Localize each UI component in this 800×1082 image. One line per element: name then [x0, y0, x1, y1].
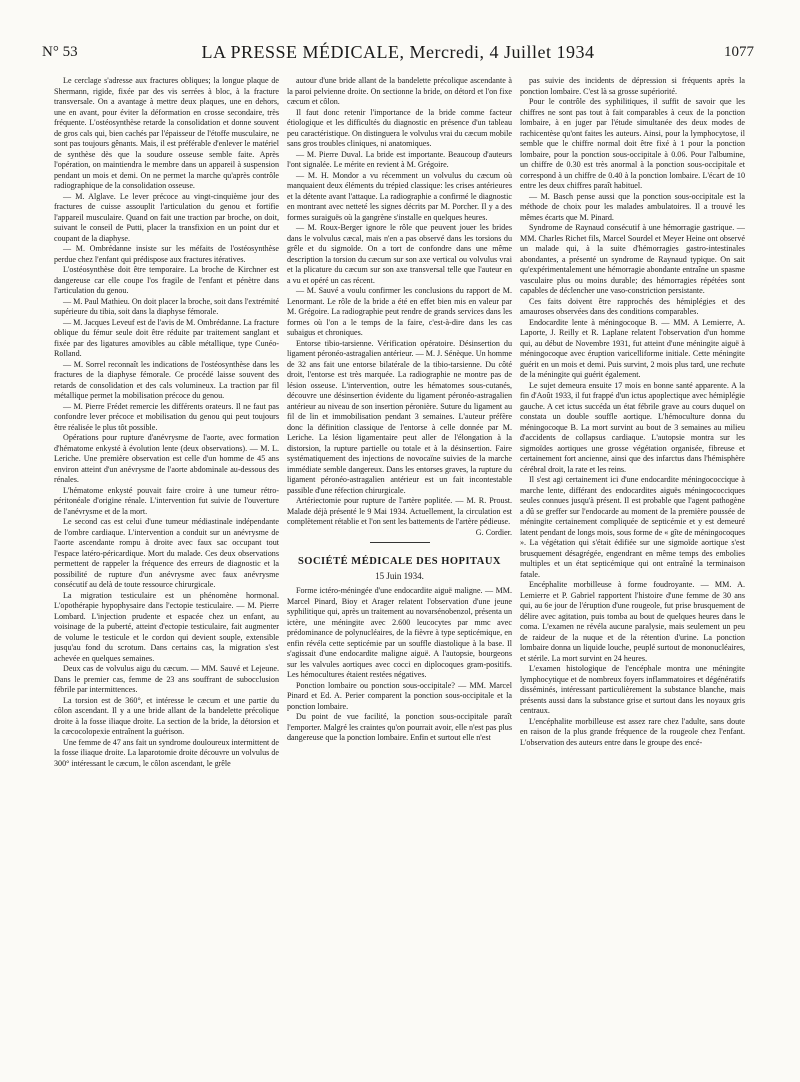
- section-heading: SOCIÉTÉ MÉDICALE DES HOPITAUX: [297, 556, 502, 567]
- paragraph: La migration testiculaire est un phénomène hormonal. L'opothérapie hypophysaire dans l'ectopie testiculaire. — M. Pierre Lombard. L'injection prudente et espacée chez un enfant, au voisinage de la puberté, atteint d'ectopie testiculaire, fait augmenter de volume le testicule et le cordon qui devient souple, extensible jusqu'au fond du scrotum. Dans certains cas, la migration s'est achevée en quelques semaines.: [54, 590, 279, 663]
- paragraph: Endocardite lente à méningocoque B. — MM. A Lemierre, A. Laporte, J. Reilly et R. Laplane relatent l'observation d'un homme qui, au début de Novembre 1931, fut atteint d'une méningite aiguë à méningocoque avec éruption varicelliforme initiale. Cette méningite guérit en un mois et demi. Puis survint, 2 mois plus tard, une rechute de la méningite qui guérit également.: [520, 317, 745, 379]
- paragraph: Opérations pour rupture d'anévrysme de l'aorte, avec formation d'hématome enkysté à évolution lente (deux observations). — M. L. Leriche. Une première observation est celle d'un homme de 45 ans environ atteint d'un anévrysme de l'aorte abdominale au-dessous des rénales.: [54, 433, 279, 484]
- paragraph: pas suivie des incidents de dépression si fréquents après la ponction lombaire. C'est là sa grosse supériorité.: [520, 76, 745, 96]
- column-middle: [287, 76, 512, 1066]
- paragraph: Le second cas est celui d'une tumeur médiastinale indépendante de l'ombre cardiaque. L'intervention a conduit sur un anévrysme de l'aorte ascendante rompu à droite avec faux sac occupant tout l'espace latéro-péricardique. Mort du malade. Ces deux observations permettent de rappeler la fréquence des erreurs de diagnostic et la possibilité de rupture d'un anévrysme avec faux anévrysme consécutif au delà de toute ressource chirurgicale.: [54, 517, 279, 589]
- paragraph: Il s'est agi certainement ici d'une endocardite méningococcique à marche lente, différant des endocardites aiguës méningococciques seules connues jusqu'à présent. Il est probable que l'agent pathogène a dû se greffer sur l'endocarde au moment de la première poussée de méningite certainement compliquée de septicémie et y est demeuré latent pendant de longs mois, sous forme de « gîte de méningocoques ». La végétation qui s'était édifiée sur une sigmoïde aortique s'est brusquement désagrégée, engendrant en même temps des embolies multiples et un état septicémique qui ont entraîné la terminaison fatale.: [520, 475, 745, 579]
- paragraph: — M. Basch pense aussi que la ponction sous-occipitale est la méthode de choix pour les malades ambulatoires. Il a trouvé les mêmes écarts que M. Pinard.: [520, 191, 745, 222]
- paragraph: L'encéphalite morbilleuse est assez rare chez l'adulte, sans doute en raison de la plus grande fréquence de la rougeole chez l'enfant. L'observation des auteurs entre dans le groupe des encé-: [520, 716, 745, 747]
- page-number: 1077: [724, 44, 754, 60]
- paragraph: Du point de vue facilité, la ponction sous-occipitale paraît l'emporter. Malgré les craintes qu'on pourrait avoir, elle n'est pas plus dangereuse que la ponction lombaire. Enfin et surtout elle n'est: [287, 712, 512, 742]
- paragraph: Artériectomie pour rupture de l'artère poplitée. — M. R. Proust. Malade déjà présenté le 9 Mai 1934. Actuellement, la circulation est complètement rétablie et l'on sent les battements de l'artère pédieuse.: [287, 496, 512, 526]
- paragraph: — M. Ombrédanne insiste sur les méfaits de l'ostéosynthèse perdue chez l'enfant qui prédispose aux fractures itératives.: [54, 244, 279, 264]
- paragraph: — M. Jacques Leveuf est de l'avis de M. Ombrédanne. La fracture oblique du fémur seule doit être réduite par traitement sanglant et fixée par des ligatures amovibles au câble métallique, type Cunéo-Rolland.: [54, 317, 279, 358]
- paragraph: Il faut donc retenir l'importance de la bride comme facteur étiologique et les difficultés du diagnostic en présence d'un tableau peu caractéristique. On distinguera le volvulus vrai du cæcum mobile sans gros troubles cliniques, ni anatomiques.: [287, 107, 512, 148]
- paragraph: L'hématome enkysté pouvait faire croire à une tumeur rétro-péritonéale d'origine rénale. L'intervention fut suivie de l'ouverture de l'anévrysme et de la mort.: [54, 485, 279, 516]
- column-left: [54, 76, 279, 1066]
- paragraph: Forme ictéro-méningée d'une endocardite aiguë maligne. — MM. Marcel Pinard, Bioy et Arager relatent l'observation d'une jeune syphilitique qui, après un traitement au novarsénobenzol, présenta un ictère, une méningite avec 2.600 leucocytes par mmc avec prédominance de polynucléaires, de la fièvre à type septicémique, en enfin révéla cette septicémie par un souffle diastolique à la base. Il s'agissait d'une endocardite maligne aiguë. A l'autopsie, bourgeons sur les valvules aortiques avec cocci en diplocoques gram-positifs. Les hémocultures étaient restées négatives.: [287, 586, 512, 679]
- paragraph: Entorse tibio-tarsienne. Vérification opératoire. Désinsertion du ligament péronéo-astragalien antérieur. — M. J. Sénèque. Un homme de 32 ans fait une entorse bilatérale de la tibio-tarsienne. Du côté droit, l'entorse est très marquée. La radiographie ne montre pas de lésion osseuse. L'intervention, outre les hématomes sous-cutanés, découvre une désinsertion évidente du ligament péronéo-astragalien antérieur au niveau de son insertion péronière. Suture du ligament au fil de lin et immobilisation pendant 3 semaines. L'auteur préfère donc la définition classique de l'entorse à celle donnée par M. Leriche. La lésion ligamentaire peut aller de l'élongation à la distorsion, la rupture partielle ou totale et à la désinsertion. Faire systématiquement des injections de novocaïne suivies de la marche immédiate semble dangereux. Dans les entorses graves, la rupture du ligament péronéo-astragalien antérieur est un fait incontestable passible d'une réfection chirurgicale.: [287, 338, 512, 495]
- paragraph: Pour le contrôle des syphilitiques, il suffit de savoir que les chiffres ne sont pas tout à fait comparables à ceux de la ponction lombaire, à en juger par l'étude simultanée des deux modes de rachicentèse qu'ont faites les auteurs. Ainsi, pour la lymphocytose, il semble que le chiffre normal doit être fixé à 1 pour la ponction lombaire, pour la ponction sous-occipitale à 0.06. Pour l'albumine, un chiffre de 0.30 est très anormal à la ponction sous-occipitale et correspond à un chiffre de 0.40 à la ponction lombaire. L'écart de 10 entre les deux chiffres paraît habituel.: [520, 97, 745, 190]
- paragraph: — M. Sorrel reconnaît les indications de l'ostéosynthèse dans les fractures de la diaphyse fémorale. Ce procédé laisse souvent des retards de consolidation et des cals volumineux. La traction par fil métallique permet la mobilisation précoce du genou.: [54, 359, 279, 400]
- paragraph: Le sujet demeura ensuite 17 mois en bonne santé apparente. A la fin d'Août 1933, il fut frappé d'un ictus apoplectique avec hémiplégie gauche. A cet ictus succéda un état fébrile grave au cours duquel on constata un double souffle aortique. L'hémoculture donna du méningocoque B. La mort survint au bout de 3 semaines au milieu d'accidents de collapsus cardiaque. L'autopsie montra sur les sigmoïdes aortiques une grosse végétation organisée, fibreuse et certainement fort ancienne, ainsi que des infarctus dans l'hémisphère cérébral droit, la rate et les reins.: [520, 380, 745, 474]
- paragraph: — M. Paul Mathieu. On doit placer la broche, soit dans l'extrémité supérieure du tibia, soit dans la diaphyse fémorale.: [54, 296, 279, 316]
- paragraph: — M. Roux-Berger ignore le rôle que peuvent jouer les brides dans le volvulus cæcal, mais n'en a pas observé dans les torsions du grêle et du sigmoïde. On a tort de confondre dans une même description la torsion du cæcum sur son axe vertical ou volvulus vrai et la plicature du cæcum sur son axe transversal telle que l'auteur en a vu et opéré un cas récent.: [287, 223, 512, 285]
- paragraph: — M. Pierre Frédet remercie les différents orateurs. Il ne faut pas confondre lever précoce et mobilisation du genou qui peut toujours être réalisée le plus tôt possible.: [54, 401, 279, 432]
- paragraph: Ponction lombaire ou ponction sous-occipitale? — MM. Marcel Pinard et Ed. A. Perier comparent la ponction sous-occipitale et la ponction lombaire.: [287, 680, 512, 711]
- section-date: 15 Juin 1934.: [375, 571, 424, 581]
- paragraph: Deux cas de volvulus aigu du cæcum. — MM. Sauvé et Lejeune. Dans le premier cas, femme de 23 ans souffrant de subocclusion fébrile par intermittences.: [54, 664, 279, 694]
- paragraph: L'ostéosynthèse doit être temporaire. La broche de Kirchner est dangereuse car elle coupe l'os fragile de l'enfant et pénètre dans l'articulation du genou.: [54, 265, 279, 295]
- paragraph: Le cerclage s'adresse aux fractures obliques; la longue plaque de Shermann, rigide, fixée par des vis serrées à bloc, à la fracture transversale. On a avantage à mettre deux plaques, une en dehors, une en avant, pour éviter la déformation en crosse secondaire, très fréquente. L'ostéosynthèse retarde la consolidation et donne souvent de gros cals qui, bien cachés par l'épaisseur de l'étoffe musculaire, ne sont pas toujours gênants. Mais, il est préférable d'enlever le matériel de synthèse dès que la soudure osseuse semble faite. Après l'opération, on maintiendra le membre dans un appareil à suspension pendant un mois et demi. On ne permet la marche qu'après contrôle radiographique de la consolidation osseuse.: [54, 76, 279, 190]
- column-right: [520, 76, 745, 1066]
- journal-title: LA PRESSE MÉDICALE, Mercredi, 4 Juillet 1934: [201, 42, 595, 62]
- paragraph: — M. H. Mondor a vu récemment un volvulus du cæcum où manquaient deux éléments du trépied classique: les crises antérieures et la détente avant l'attaque. La radiographie a confirmé le diagnostic en montrant avec netteté les signes décrits par M. Porcher. Il y a des formes suraiguës où la gangrène s'installe en quelques heures.: [287, 170, 512, 222]
- paragraph: Une femme de 47 ans fait un syndrome douloureux intermittent de la fosse iliaque droite. La laparotomie droite découvre un volvulus de 300° intéressant le cæcum, le côlon ascendant, le grêle: [54, 737, 279, 768]
- paragraph: autour d'une bride allant de la bandelette précolique ascendante à la paroi pelvienne droite. On sectionne la bride, on détord et l'on fixe cæcum et côlon.: [287, 76, 512, 106]
- page-header: [42, 42, 754, 68]
- author-signature: G. Cordier.: [475, 527, 512, 537]
- paragraph: Encéphalite morbilleuse à forme foudroyante. — MM. A. Lemierre et P. Gabriel rapportent l'histoire d'une femme de 30 ans qui, au 6e jour de l'éruption d'une rougeole, fut prise brusquement de délire avec agitation, puis tomba au bout de quelques heures dans le coma. L'examen ne révéla aucune paralysie, mais seulement un peu de raideur de la nuque et de la rétention d'urine. La ponction lombaire donna un liquide louche, peuplé surtout de mononucléaires, et stérile. La mort survint en 24 heures.: [520, 580, 745, 663]
- paragraph: — M. Alglave. Le lever précoce au vingt-cinquième jour des fractures de cuisse assouplit l'articulation du genou et fortifie l'appareil musculaire. Quand on fait une traction par broche, on doit, suivant le conseil de Putti, placer la transfixion en un point dur et coupant de la diaphyse.: [54, 191, 279, 243]
- paragraph: La torsion est de 360°, et intéresse le cæcum et une partie du côlon ascendant. Il y a une bride allant de la bandelette précolique droite à la fosse iliaque droite. La section de la bride, la détorsion et la cæcocolopexie entraînent la guérison.: [54, 695, 279, 736]
- section-divider: [370, 542, 430, 543]
- paragraph: L'examen histologique de l'encéphale montra une méningite lymphocytique et de nombreux foyers inflammatoires et dégénératifs disséminés, intéressant particulièrement la substance blanche, mais présents aussi dans la substance grise et surtout dans les noyaux gris centraux.: [520, 664, 745, 715]
- paragraph: — M. Sauvé a voulu confirmer les conclusions du rapport de M. Lenormant. Le rôle de la bride a été en effet bien mis en valeur par M. Grégoire. La radiographie peut rendre de grands services dans les formes où l'on a le temps de la faire, c'est-à-dire dans les cas subaigus et chroniques.: [287, 286, 512, 337]
- paragraph: Syndrome de Raynaud consécutif à une hémorragie gastrique. — MM. Charles Richet fils, Marcel Sourdel et Meyer Heine ont observé un malade qui, à la suite d'hémorragies gastro-intestinales abondantes, a présenté un syndrome de Raynaud typique. On sait qu'expérimentalement une hémorragie abondante entraîne un spasme vasculaire plus ou moins durable; des hémorragies répétées sont capables de déclencher une vaso-constriction persistante.: [520, 223, 745, 295]
- paragraph: Ces faits doivent être rapprochés des hémiplégies et des amauroses observées dans des conditions comparables.: [520, 296, 745, 316]
- issue-number: N° 53: [42, 44, 78, 60]
- paragraph: — M. Pierre Duval. La bride est importante. Beaucoup d'auteurs l'ont signalée. Le mérite en revient à M. Grégoire.: [287, 149, 512, 169]
